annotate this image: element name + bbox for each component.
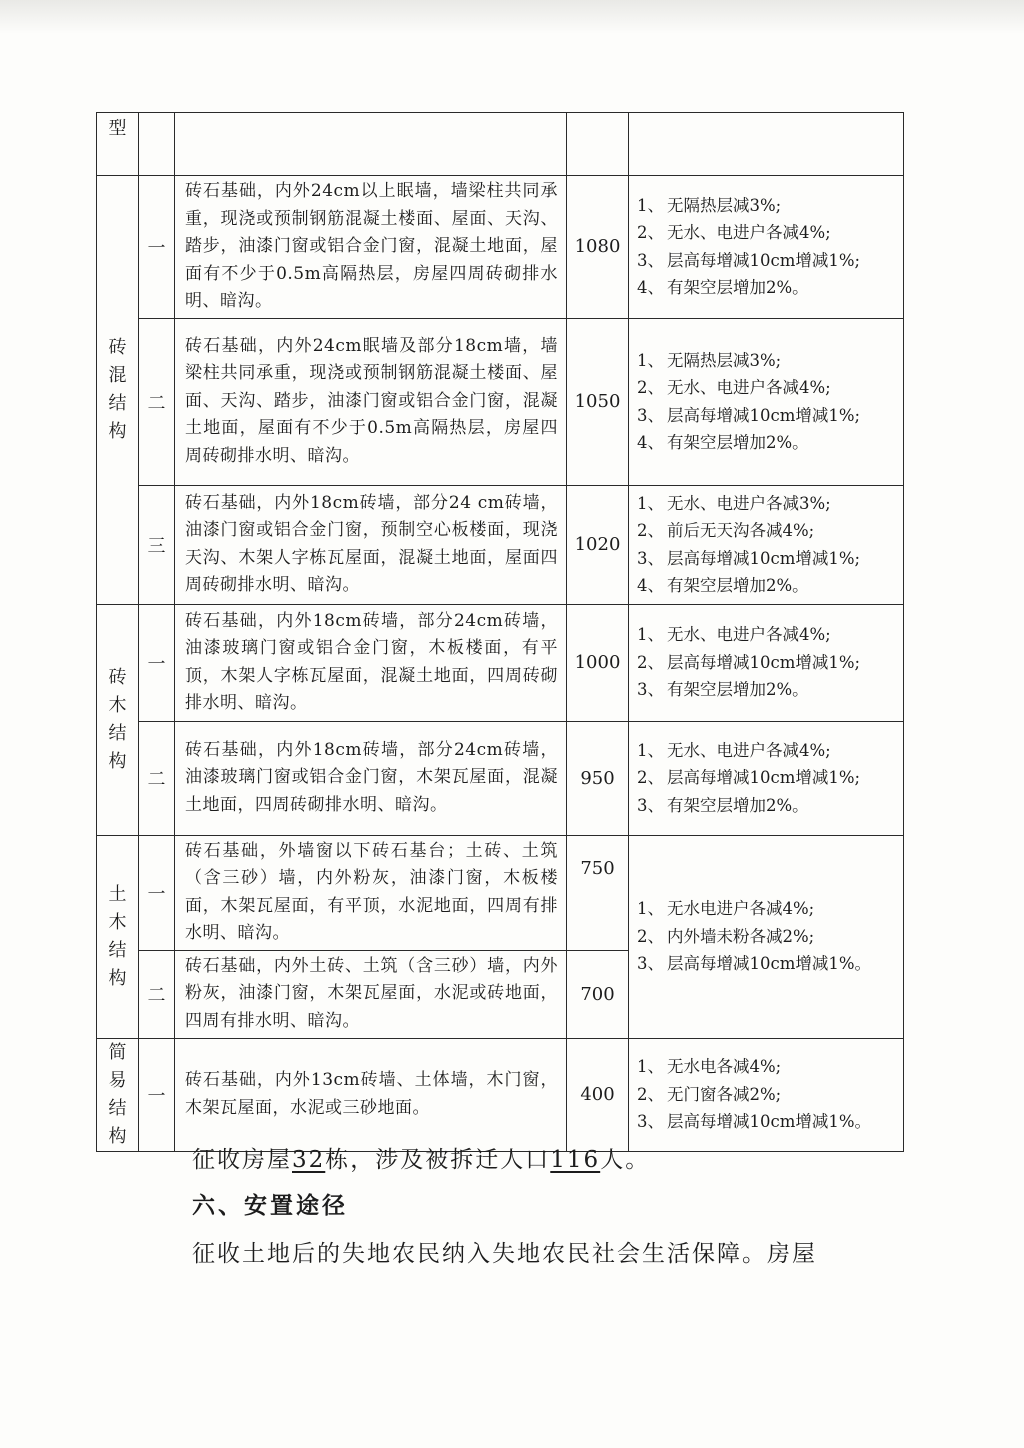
- adjustment-item: 2、 内外墙未粉各减2%;: [637, 926, 815, 946]
- price-cell: 1050: [567, 318, 629, 485]
- adjustment-item: 2、 无水、电进户各减4%;: [637, 223, 831, 243]
- adjustment-cell: [629, 1038, 904, 1151]
- table-row: [97, 604, 904, 721]
- description-cell: 砖石基础，外墙窗以下砖石基台；土砖、土筑（含三砂）墙，内外粉灰，油漆门窗，木板楼面，木架瓦屋面，有平顶，水泥地面，四周有排水明、暗沟。: [175, 835, 567, 950]
- price-cell: 1000: [567, 604, 629, 721]
- adjustment-item: 1、 无水、电进户各减4%;: [637, 625, 831, 645]
- adjustment-cell: [629, 721, 904, 835]
- category-header-text: 型: [108, 118, 127, 139]
- adjustment-item: 3、 层高每增减10cm增减1%;: [637, 250, 861, 270]
- adjustment-item: 4、 有架空层增加2%。: [637, 278, 809, 298]
- scan-top-edge: [0, 0, 1024, 34]
- grade-cell: 二: [139, 950, 175, 1038]
- stats-prefix: 征收房屋: [192, 1147, 292, 1173]
- section-heading: 六、安置途径: [192, 1192, 348, 1219]
- demolition-stats-line: [192, 1141, 650, 1174]
- adjustment-cell: [629, 604, 904, 721]
- adjustment-list: [629, 1049, 903, 1140]
- adjustment-item: 2、 无门窗各减2%;: [637, 1084, 782, 1104]
- stats-suffix: 人。: [600, 1147, 651, 1173]
- grade-cell: 三: [139, 485, 175, 604]
- adjustment-item: 3、 层高每增减10cm增减1%;: [637, 405, 861, 425]
- adjustment-list: [629, 188, 903, 306]
- adjustment-cell: [629, 318, 904, 485]
- people-count: 116: [550, 1147, 601, 1173]
- adjustment-item: 1、 无水电进户各减4%;: [637, 899, 815, 919]
- grade-cell: 一: [139, 835, 175, 950]
- adjustment-item: 2、 层高每增减10cm增减1%;: [637, 652, 861, 672]
- price-cell: 750: [567, 835, 629, 950]
- description-cell: 砖石基础，内外13cm砖墙、土体墙，木门窗，木架瓦屋面，水泥或三砂地面。: [175, 1038, 567, 1151]
- category-cell-brick-wood: [97, 604, 139, 835]
- house-count: 32: [292, 1147, 326, 1173]
- description-cell: 砖石基础，内外土砖、土筑（含三砂）墙，内外粉灰，油漆门窗，木架瓦屋面，水泥或砖地面，四周有排水明、暗沟。: [175, 950, 567, 1038]
- description-header-cell: [175, 113, 567, 176]
- stats-middle: 栋，涉及被拆迁人口: [325, 1147, 551, 1173]
- category-cell-simple: [97, 1038, 139, 1151]
- description-cell: 砖石基础，内外24cm以上眠墙，墙梁柱共同承重，现浇或预制钢筋混凝土楼面、屋面、天沟、踏步，油漆门窗或铝合金门窗，混凝土地面，屋面有不少于0.5m高隔热层，房屋四周砖砌排水明、暗沟。: [175, 176, 567, 319]
- adjustment-cell: [629, 176, 904, 319]
- adjustment-item: 1、 无隔热层减3%;: [637, 195, 782, 215]
- table-row: [97, 1038, 904, 1151]
- price-cell: 400: [567, 1038, 629, 1151]
- adjustment-item: 3、 层高每增减10cm增减1%。: [637, 1112, 872, 1132]
- adjustment-item: 3、 有架空层增加2%。: [637, 795, 809, 815]
- adjustment-list: [629, 343, 903, 461]
- grade-cell: 一: [139, 176, 175, 319]
- table-row: [97, 721, 904, 835]
- description-cell: 砖石基础，内外18cm砖墙，部分24cm砖墙，油漆玻璃门窗或铝合金门窗，木架瓦屋面，混凝土地面，四周砖砌排水明、暗沟。: [175, 721, 567, 835]
- price-cell: 950: [567, 721, 629, 835]
- category-cell-earth-wood: [97, 835, 139, 1038]
- description-cell: 砖石基础，内外18cm砖墙，部分24 cm砖墙，油漆门窗或铝合金门窗，预制空心板楼面，现浇天沟、木架人字栋瓦屋面，混凝土地面，屋面四周砖砌排水明、暗沟。: [175, 485, 567, 604]
- adjustment-item: 2、 无水、电进户各减4%;: [637, 378, 831, 397]
- adjustment-list: [629, 891, 903, 982]
- table-header-row: [97, 113, 904, 176]
- description-cell: 砖石基础，内外18cm砖墙，部分24cm砖墙，油漆玻璃门窗或铝合金门窗，木板楼面，有平顶，木架人字栋瓦屋面，混凝土地面，四周砖砌排水明、暗沟。: [175, 604, 567, 721]
- category-label: 砖混结构: [108, 336, 127, 442]
- adjustment-item: 4、 有架空层增加2%。: [637, 576, 809, 595]
- body-paragraph: 征收土地后的失地农民纳入失地农民社会生活保障。房屋: [192, 1241, 817, 1267]
- house-valuation-table: [96, 112, 904, 1152]
- category-label: 土木结构: [108, 883, 127, 989]
- adjustment-item: 3、 层高每增减10cm增减1%;: [637, 548, 861, 568]
- grade-cell: 二: [139, 721, 175, 835]
- adjustment-item: 3、 有架空层增加2%。: [637, 680, 809, 700]
- category-header-cell: [97, 113, 139, 176]
- grade-cell: 一: [139, 604, 175, 721]
- table-row: [97, 318, 904, 485]
- price-cell: 1080: [567, 176, 629, 319]
- adjustment-item: 1、 无隔热层减3%;: [637, 350, 782, 370]
- grade-header-cell: [139, 113, 175, 176]
- category-cell-brick-concrete: [97, 176, 139, 605]
- description-cell: 砖石基础，内外24cm眠墙及部分18cm墙，墙梁柱共同承重，现浇或预制钢筋混凝土楼面、屋面、天沟、踏步，油漆门窗或铝合金门窗，混凝土地面，屋面有不少于0.5m高隔热层，房屋四周砖砌排水明、暗沟。: [175, 318, 567, 485]
- adjustment-header-cell: [629, 113, 904, 176]
- adjustment-cell: [629, 835, 904, 1038]
- adjustment-item: 2、 前后无天沟各减4%;: [637, 521, 815, 540]
- table-row: [97, 176, 904, 319]
- table-row: [97, 835, 904, 950]
- price-cell: 1020: [567, 485, 629, 604]
- grade-cell: 二: [139, 318, 175, 485]
- price-cell: 700: [567, 950, 629, 1038]
- category-label: 简易结构: [108, 1041, 127, 1147]
- adjustment-item: 1、 无水、电进户各减4%;: [637, 740, 831, 760]
- category-label: 砖木结构: [108, 666, 127, 772]
- table-row: [97, 485, 904, 604]
- adjustment-item: 1、 无水、电进户各减3%;: [637, 493, 831, 513]
- adjustment-item: 1、 无水电各减4%;: [637, 1057, 782, 1077]
- adjustment-item: 2、 层高每增减10cm增减1%;: [637, 768, 861, 788]
- adjustment-item: 4、 有架空层增加2%。: [637, 433, 809, 452]
- grade-cell: 一: [139, 1038, 175, 1151]
- adjustment-item: 3、 层高每增减10cm增减1%。: [637, 954, 872, 974]
- adjustment-list: [629, 733, 903, 824]
- price-header-cell: [567, 113, 629, 176]
- adjustment-list: [629, 617, 903, 708]
- adjustment-list: [629, 486, 903, 604]
- adjustment-cell: [629, 485, 904, 604]
